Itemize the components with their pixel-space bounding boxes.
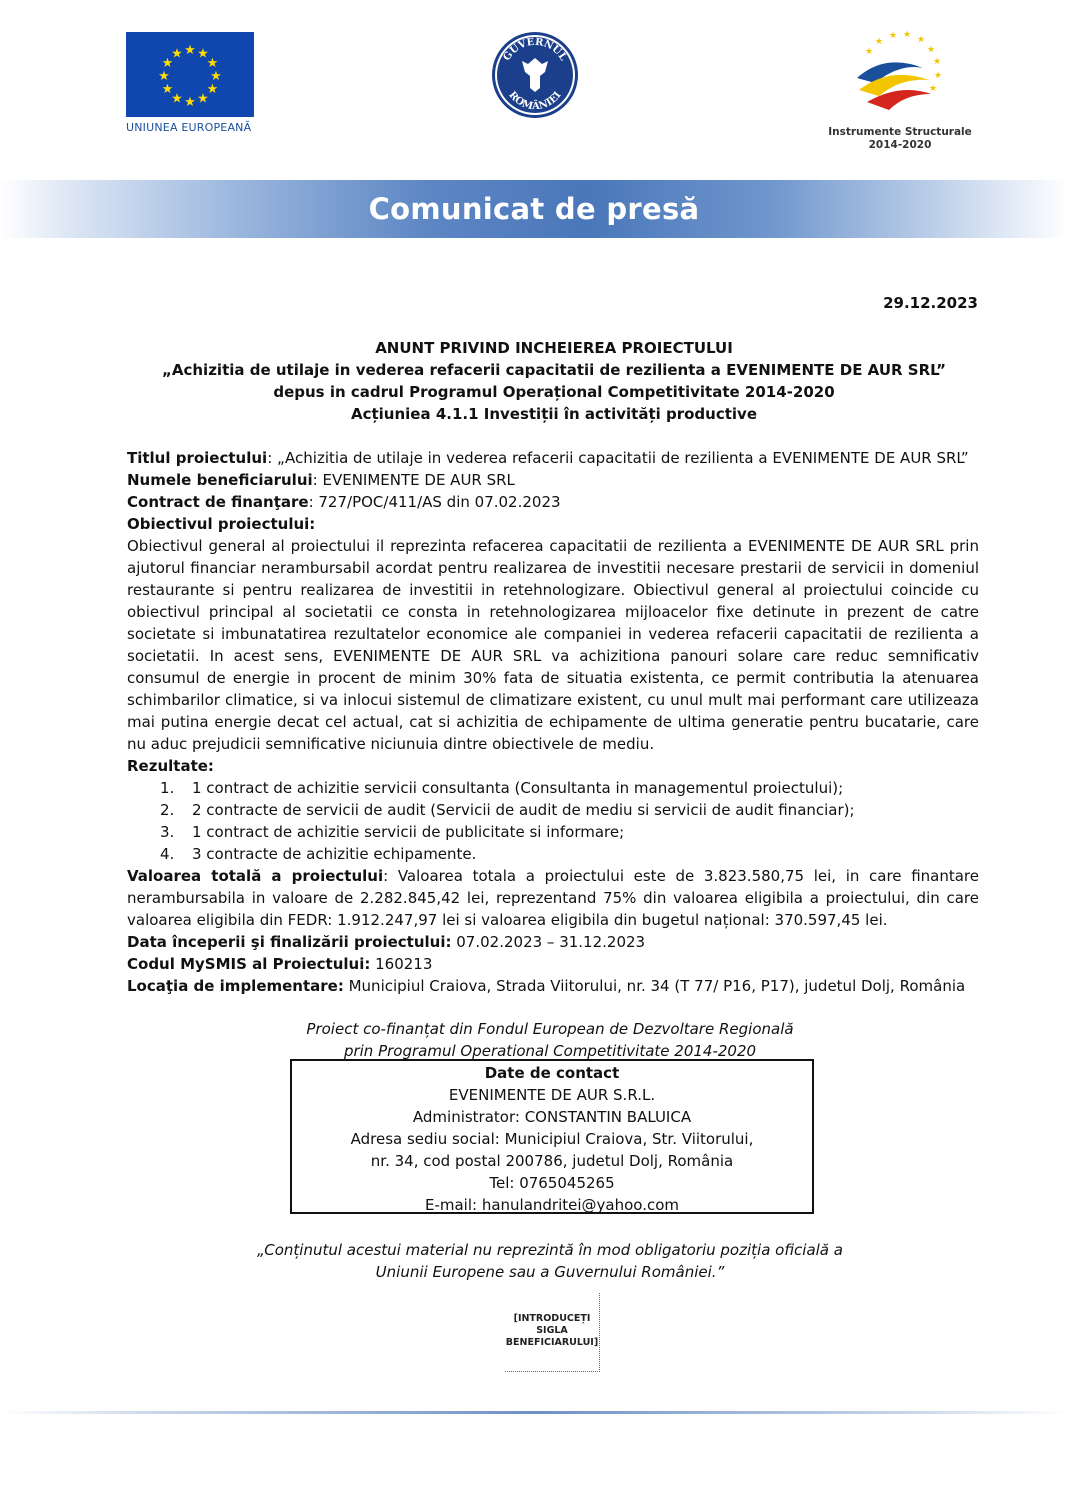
svg-text:★: ★	[184, 43, 196, 58]
banner-title: Comunicat de presă	[368, 192, 700, 226]
result-num: 1.	[160, 779, 175, 797]
contract-row	[127, 491, 979, 513]
objective-label: Obiectivul proiectului:	[127, 515, 316, 533]
disclaimer-line-1: „Conținutul acestui material nu reprezintă în mod obligatoriu poziția oficială a	[257, 1241, 843, 1259]
placeholder-line-3: BENEFICIARULUI]	[505, 1337, 599, 1348]
svg-text:★: ★	[171, 46, 183, 62]
is-label-line2: 2014-2020	[868, 139, 932, 151]
structural-instruments-label	[820, 126, 980, 152]
heading-line-4: Acțiuniea 4.1.1 Investiții în activități productive	[350, 405, 757, 423]
beneficiary-row	[127, 469, 979, 491]
structural-instruments-logo	[845, 28, 945, 118]
svg-text:★: ★	[903, 30, 912, 40]
mysmis-row	[127, 953, 979, 975]
cofinance-line-2: prin Programul Operational Competitivitate 2014-2020	[343, 1042, 757, 1060]
project-title-row	[127, 447, 979, 469]
result-num: 3.	[160, 823, 175, 841]
contact-email: E-mail: hanulandritei@yahoo.com	[424, 1196, 680, 1214]
svg-text:★: ★	[210, 69, 222, 84]
footer-divider	[0, 1411, 1068, 1414]
svg-text:★: ★	[865, 47, 874, 57]
dates-label: Data începerii şi finalizării proiectului:	[127, 933, 452, 951]
result-item	[160, 821, 624, 843]
contact-address-2: nr. 34, cod postal 200786, judetul Dolj, România	[370, 1152, 734, 1170]
total-value-label: Valoarea totală a proiectului	[127, 867, 384, 885]
seal-bottom-text: ROMÂNIEI	[506, 89, 564, 113]
result-item	[160, 799, 855, 821]
svg-text:★: ★	[917, 35, 926, 45]
svg-text:★: ★	[933, 57, 942, 67]
svg-text:★: ★	[934, 71, 943, 81]
contact-phone: Tel: 0765045265	[489, 1174, 615, 1192]
contact-admin: Administrator: CONSTANTIN BALUICA	[412, 1108, 692, 1126]
heading-line-2: „Achizitia de utilaje in vederea refacerii capacitatii de rezilienta a EVENIMENTE DE AUR SRL”	[162, 361, 946, 379]
contact-company: EVENIMENTE DE AUR S.R.L.	[448, 1086, 656, 1104]
contact-address-1: Adresa sediu social: Municipiul Craiova, Str. Viitorului,	[350, 1130, 754, 1148]
dates-value: 07.02.2023 – 31.12.2023	[451, 933, 646, 951]
location-value: Municipiul Craiova, Strada Viitorului, nr. 34 (T 77/ P16, P17), judetul Dolj, România	[343, 977, 966, 995]
contact-title: Date de contact	[484, 1064, 620, 1082]
disclaimer-line-2: Uniunii Europene sau a Guvernului României.”	[375, 1263, 725, 1281]
contract-value: : 727/POC/411/AS din 07.02.2023	[308, 493, 561, 511]
beneficiary-logo-placeholder	[505, 1293, 600, 1372]
result-num: 2.	[160, 801, 175, 819]
svg-text:★: ★	[197, 91, 209, 107]
dates-row	[127, 931, 979, 953]
result-text: 3 contracte de achizitie echipamente.	[192, 845, 477, 863]
svg-text:★: ★	[197, 46, 209, 62]
svg-text:★: ★	[206, 56, 219, 71]
eu-stars-icon	[126, 32, 254, 117]
cofinance-line-1: Proiect co-finanțat din Fondul European de Dezvoltare Regională	[306, 1020, 794, 1038]
svg-text:★: ★	[171, 91, 183, 107]
total-value-row	[127, 865, 979, 931]
mysmis-value: 160213	[370, 955, 433, 973]
svg-text:★: ★	[158, 69, 170, 84]
result-text: 1 contract de achizitie servicii de publicitate si informare;	[192, 823, 625, 841]
eu-label: UNIUNEA EUROPEANĂ	[126, 121, 252, 134]
beneficiary-label: Numele beneficiarului	[127, 471, 313, 489]
heading-line-3: depus in cadrul Programul Operațional Competitivitate 2014-2020	[273, 383, 835, 401]
location-label: Locaţia de implementare:	[127, 977, 344, 995]
location-row	[127, 975, 979, 997]
svg-text:★: ★	[875, 37, 884, 47]
project-title-value: : „Achizitia de utilaje in vederea refacerii capacitatii de rezilienta a EVENIMENTE DE AUR SRL”	[267, 449, 969, 467]
result-item	[160, 843, 476, 865]
svg-text:★: ★	[161, 82, 174, 97]
svg-text:★: ★	[929, 84, 938, 94]
svg-text:★: ★	[184, 95, 196, 110]
results-label: Rezultate:	[127, 757, 214, 775]
contract-label: Contract de finanţare	[127, 493, 309, 511]
result-num: 4.	[160, 845, 175, 863]
project-title-label: Titlul proiectului	[127, 449, 268, 467]
is-label-line1: Instrumente Structurale	[828, 126, 972, 138]
seal-top-text: GUVERNUL	[501, 36, 569, 63]
result-item	[160, 777, 843, 799]
placeholder-line-2: SIGLA	[536, 1325, 568, 1336]
eu-flag-logo	[126, 32, 254, 117]
svg-text:★: ★	[161, 56, 174, 71]
result-text: 1 contract de achizitie servicii consultanta (Consultanta in managementul proiectului);	[192, 779, 844, 797]
government-seal-logo	[490, 30, 580, 120]
placeholder-line-1: [INTRODUCEȚI	[513, 1313, 591, 1324]
svg-text:★: ★	[889, 31, 898, 41]
total-value-text: : Valoarea totala a proiectului este de 3.823.580,75 lei, in care finantare nerambursabila in valoare de 2.282.845,42 lei, reprezentand 75% din valoarea eligibila a proiectului, din care valoarea eligibila din FEDR: 1.912.247,97 lei si valoarea eligibila din bugetul național: 370.597,45 lei.	[127, 867, 979, 929]
result-text: 2 contracte de servicii de audit (Servicii de audit de mediu si servicii de audit financiar);	[192, 801, 855, 819]
objective-text: Obiectivul general al proiectului il reprezinta refacerea capacitatii de rezilienta a EVENIMENTE DE AUR SRL prin ajutorul financiar nerambursabil acordat pentru realizarea de investitii necesare prestarii de servicii in domeniul restaurante si pentru realizarea de investitii in retehnologizare. Obiectivul general al proiectului coincide cu obiectivul principal al societatii ce consta in retehnologizarea mijloacelor fixe detinute in prezent de catre societate si imbunatatirea rezultatelor economice ale companiei in vederea refacerii capacitatii de rezilienta a societatii. In acest sens, EVENIMENTE DE AUR SRL va achizitiona panouri solare care reduc semnificativ consumul de energie in procent de minim 30% fata de situatia existenta, ce permit contributia la atenuarea schimbarilor climatice, si va inlocui sistemul de climatizare existent, cu unul mult mai performant care utilizeaza mai putina energie decat cel actual, cat si achizitia de echipamente de ultima generatie pentru bucatarie, care nu aduc prejudicii semnificative niciunuia dintre obiectivele de mediu.	[127, 537, 979, 753]
heading-line-1: ANUNT PRIVIND INCHEIEREA PROIECTULUI	[375, 339, 733, 357]
release-date: 29.12.2023	[883, 294, 978, 312]
mysmis-label: Codul MySMIS al Proiectului:	[127, 955, 371, 973]
svg-text:★: ★	[206, 82, 219, 97]
svg-text:★: ★	[927, 45, 936, 55]
beneficiary-value: : EVENIMENTE DE AUR SRL	[312, 471, 515, 489]
